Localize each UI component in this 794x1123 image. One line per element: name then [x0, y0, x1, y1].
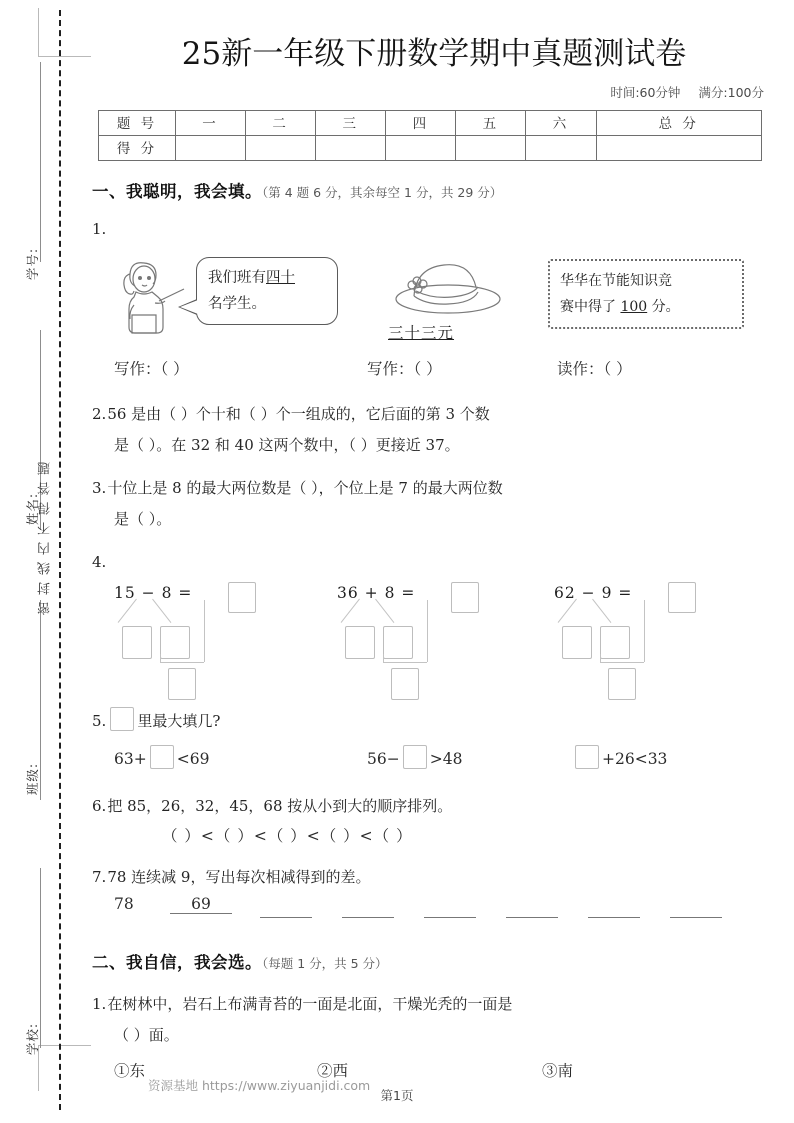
choice-question-1 [92, 989, 776, 1051]
question-6-line-1: 6.把 85，26，32，45，68 按从小到大的顺序排列。 [92, 797, 453, 815]
choice-question-1-line-1: 1.在树林中，岩石上布满青苔的一面是北面，干燥光秃的一面是 [92, 995, 513, 1013]
question-3-line-2: 是（ ）。 [114, 510, 172, 528]
drop-line-horizontal [160, 662, 204, 663]
page-number-footer: 第1页 [380, 1088, 414, 1103]
score-table-header-cell: 总 分 [596, 111, 761, 136]
bubble-line-1: 我们班有四十 [208, 270, 295, 286]
question-5-prompt: 里最大填几? [137, 712, 221, 730]
q7-blank[interactable] [424, 917, 476, 918]
question-5-number: 5. [92, 712, 107, 730]
question-5-item-1: 63+ <69 [114, 745, 209, 769]
question-2-number: 2. [92, 405, 107, 423]
answer-box-prompt[interactable] [110, 707, 134, 731]
zigzag-line-1: 华华在节能知识竞 [560, 273, 672, 289]
answer-box-branch-left[interactable] [562, 626, 592, 659]
drop-line-stub [383, 654, 384, 662]
question-2 [92, 399, 776, 461]
decomposition-group-3 [554, 582, 764, 700]
question-7-line-1: 7.78 连续减 9，写出每次相减得到的差。 [92, 868, 371, 886]
drop-line-vertical [644, 600, 645, 662]
branch-line-right [375, 599, 394, 623]
question-4-decomposition-area [92, 582, 776, 702]
speech-bubble-class-students [196, 257, 338, 325]
table-row-header [99, 111, 762, 136]
question-7-answer-row [92, 895, 776, 927]
branch-line-right [152, 599, 171, 623]
answer-box-result[interactable] [228, 582, 256, 613]
score-table-header-cell: 四 [386, 111, 456, 136]
decomposition-expression-3: 62 − 9 = [554, 584, 633, 602]
decomposition-group-2 [337, 582, 547, 700]
score-table-header-cell: 五 [456, 111, 526, 136]
score-table-header-cell: 三 [316, 111, 386, 136]
question-5-item-3: +26<33 [572, 745, 667, 769]
answer-box-result[interactable] [451, 582, 479, 613]
q7-given-answer: 69 [170, 895, 232, 914]
section-heading-1-text: 一、我聪明，我会填。 [92, 182, 262, 201]
zigzag-line-2: 赛中得了 100 分。 [560, 299, 680, 315]
drop-line-vertical [427, 600, 428, 662]
score-input-cell[interactable] [246, 136, 316, 161]
student-name-label: 姓名: [25, 492, 40, 526]
q7-blank[interactable] [670, 917, 722, 918]
decomposition-expression-1: 15 − 8 = [114, 584, 193, 602]
watermark: 资源基地 https://www.ziyuanjidi.com [148, 1078, 371, 1093]
branch-line-right [592, 599, 611, 623]
total-points: 满分:100分 [698, 85, 764, 100]
answer-box-branch-left[interactable] [122, 626, 152, 659]
page-title: 25新一年级下册数学期中真题测试卷 [181, 36, 687, 72]
question-4 [92, 547, 776, 578]
answer-box-branch-right[interactable] [383, 626, 413, 659]
answer-box-branch-right[interactable] [600, 626, 630, 659]
score-input-cell[interactable] [316, 136, 386, 161]
seal-warning-text: 密封线内不得答题 [38, 455, 53, 615]
question-5-items [92, 745, 776, 779]
question-6-number: 6. [92, 797, 107, 815]
branch-line-left [341, 599, 360, 623]
answer-box-bottom[interactable] [608, 668, 636, 700]
corner-mark-top-left [38, 8, 91, 57]
choice-option-3[interactable]: ③南 [542, 1062, 574, 1080]
question-3-number: 3. [92, 479, 107, 497]
q7-start-number: 78 [114, 895, 134, 913]
drop-line-stub [600, 654, 601, 662]
choice-option-1[interactable]: ①东 [114, 1062, 146, 1080]
q1-answer-write-1[interactable]: 写作：（ ） [114, 360, 189, 378]
score-table [98, 110, 762, 161]
score-row-label: 得 分 [99, 136, 176, 161]
choice-option-2[interactable]: ②西 [317, 1062, 349, 1080]
score-table-header-cell: 一 [176, 111, 246, 136]
question-7-number: 7. [92, 868, 107, 886]
section-heading-2-text: 二、我自信，我会选。 [92, 953, 262, 972]
score-input-cell[interactable] [596, 136, 761, 161]
section-heading-2-points: （每题 1 分，共 5 分） [262, 956, 388, 971]
question-4-number: 4. [92, 553, 107, 571]
question-3-line-1: 3.十位上是 8 的最大两位数是（ ），个位上是 7 的最大两位数 [92, 479, 503, 497]
answer-box-bottom[interactable] [391, 668, 419, 700]
question-3 [92, 473, 776, 535]
hat-illustration-icon [392, 255, 504, 319]
bubble-line-2: 名学生。 [208, 296, 266, 312]
question-5 [92, 706, 776, 737]
score-input-cell[interactable] [456, 136, 526, 161]
question-6-answer-row[interactable]: （ ）<（ ）<（ ）<（ ）<（ ） [162, 827, 413, 845]
exam-meta [92, 83, 776, 101]
drop-line-horizontal [383, 662, 427, 663]
section-heading-1 [92, 178, 776, 202]
answer-box-q5-3[interactable] [575, 745, 599, 769]
decomposition-group-1 [114, 582, 324, 700]
time-limit: 时间:60分钟 [610, 85, 681, 100]
score-input-cell[interactable] [386, 136, 456, 161]
score-input-cell[interactable] [526, 136, 596, 161]
zigzag-box-competition-score [548, 259, 744, 329]
table-row-score [99, 136, 762, 161]
drop-line-stub [160, 654, 161, 662]
q7-blank[interactable] [506, 917, 558, 918]
drop-line-vertical [204, 600, 205, 662]
score-table-header-cell: 六 [526, 111, 596, 136]
question-7 [92, 862, 776, 893]
q1-answer-read[interactable]: 读作：（ ） [557, 360, 632, 378]
answer-box-q5-1[interactable] [150, 745, 174, 769]
question-6 [92, 791, 776, 822]
question-2-line-1: 2.56 是由（ ）个十和（ ）个一组成的，它后面的第 3 个数 [92, 405, 490, 423]
q1-answer-write-2[interactable]: 写作：（ ） [367, 360, 442, 378]
section-heading-1-points: （第 4 题 6 分，其余每空 1 分，共 29 分） [262, 185, 503, 200]
drop-line-horizontal [600, 662, 644, 663]
answer-box-result[interactable] [668, 582, 696, 613]
hat-price-label: 三十三元 [388, 324, 455, 342]
answer-box-branch-left[interactable] [345, 626, 375, 659]
school-label: 学校: [25, 1022, 40, 1056]
question-2-line-2: 是（ ）。在 32 和 40 这两个数中，（ ）更接近 37。 [114, 436, 460, 454]
content-column [92, 0, 776, 1123]
question-1-illustrations [92, 251, 776, 355]
answer-box-q5-2[interactable] [403, 745, 427, 769]
section-heading-2 [92, 949, 776, 973]
question-1 [92, 214, 776, 245]
q7-blank[interactable] [260, 917, 312, 918]
q7-blank[interactable] [342, 917, 394, 918]
corner-mark-bottom-left [38, 1045, 91, 1091]
seal-dashed-line [59, 10, 61, 1110]
branch-line-left [118, 599, 137, 623]
answer-box-branch-right[interactable] [160, 626, 190, 659]
q7-blank[interactable] [588, 917, 640, 918]
question-1-answer-row [92, 357, 776, 387]
choice-question-1-number: 1. [92, 995, 107, 1013]
score-input-cell[interactable] [176, 136, 246, 161]
student-id-label: 学号: [25, 247, 40, 281]
score-table-header-cell: 题 号 [99, 111, 176, 136]
question-1-number: 1. [92, 220, 107, 238]
class-label: 班级: [25, 762, 40, 796]
branch-line-left [558, 599, 577, 623]
question-5-item-2: 56− >48 [367, 745, 462, 769]
choice-question-1-line-2[interactable]: （ ）面。 [114, 1026, 179, 1044]
score-table-header-cell: 二 [246, 111, 316, 136]
answer-box-bottom[interactable] [168, 668, 196, 700]
decomposition-expression-2: 36 + 8 = [337, 584, 416, 602]
